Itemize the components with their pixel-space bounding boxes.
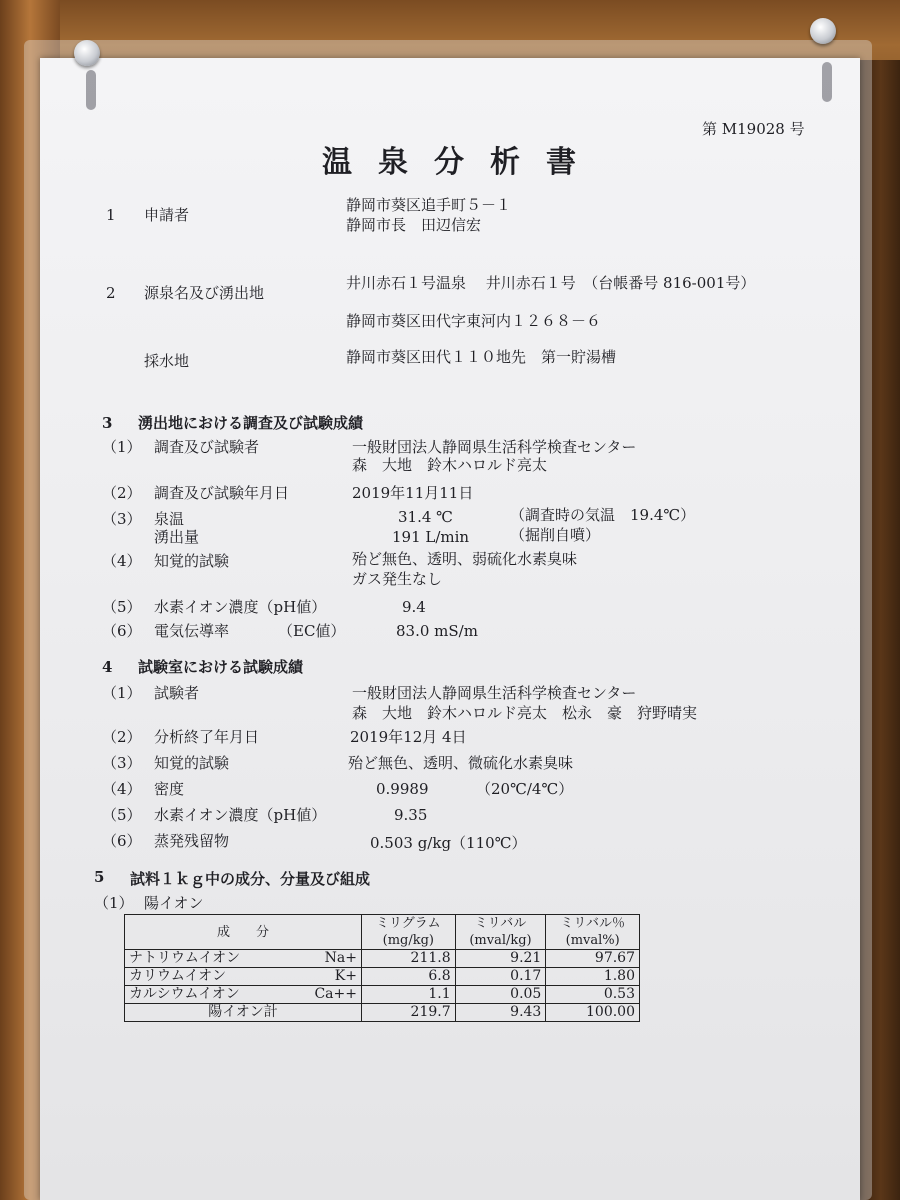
ion-name: ナトリウムイオン	[129, 950, 241, 966]
header-millival	[455, 915, 546, 950]
s3-item-5-label: 水素イオン濃度（pH値）	[154, 598, 327, 616]
section-5-heading: 試料１ｋｇ中の成分、分量及び組成	[130, 870, 371, 888]
s4-item-4-label: 密度	[154, 780, 185, 798]
s3-item-6-value: 83.0 mS/m	[396, 622, 478, 640]
s4-item-1-label: 試験者	[154, 684, 200, 702]
s4-item-1-value: 一般財団法人静岡県生活科学検査センター	[352, 684, 637, 702]
s4-item-6-value: 0.503 g/kg（110℃）	[370, 834, 527, 852]
table-row	[125, 950, 640, 968]
s3-item-3-label2: 湧出量	[154, 528, 200, 546]
s3-item-5-number: （5）	[102, 598, 142, 616]
document-number: 第 M19028 号	[702, 120, 805, 138]
s3-item-2-value: 2019年11月11日	[352, 484, 474, 502]
section-4-number: 4	[102, 658, 113, 676]
cation-subsection-number: （1）	[94, 894, 134, 912]
s4-item-1-value2: 森 大地 鈴木ハロルド亮太 松永 豪 狩野晴実	[352, 704, 698, 722]
ion-symbol: K+	[334, 968, 357, 984]
s3-item-3-value: 31.4 ℃	[398, 508, 453, 526]
s3-item-3-note2: （掘削自噴）	[510, 526, 601, 544]
header-component: 成 分	[125, 915, 362, 950]
ion-mg: 1.1	[362, 986, 456, 1004]
document-title: 温泉分析書	[322, 145, 602, 180]
ion-mg: 6.8	[362, 968, 456, 986]
section-1-number: 1	[106, 206, 116, 224]
s3-item-1-value: 一般財団法人静岡県生活科学検査センター	[352, 438, 637, 456]
total-mg: 219.7	[362, 1004, 456, 1022]
s3-item-4-label: 知覚的試験	[154, 552, 230, 570]
header-millival-unit: (mval/kg)	[469, 933, 532, 948]
s3-item-6-label: 電気伝導率	[154, 622, 230, 640]
section-4-heading: 試験室における試験成績	[138, 658, 304, 676]
s4-item-6-label: 蒸発残留物	[154, 832, 230, 850]
s3-item-3-number: （3）	[102, 510, 142, 528]
section-3-number: 3	[102, 414, 113, 432]
source-address: 静岡市葵区田代字東河内１２６８－６	[346, 312, 602, 330]
ion-mval: 0.05	[455, 986, 546, 1004]
s4-item-4-note: （20℃/4℃）	[476, 780, 574, 798]
ion-symbol: Na+	[324, 950, 357, 966]
s3-item-2-number: （2）	[102, 484, 142, 502]
ion-mval: 9.21	[455, 950, 546, 968]
applicant-name: 静岡市長 田辺信宏	[346, 216, 482, 234]
s4-item-6-number: （6）	[102, 832, 142, 850]
s4-item-5-value: 9.35	[394, 806, 428, 824]
intake-location: 静岡市葵区田代１１０地先 第一貯湯槽	[346, 348, 617, 366]
s3-item-3-note: （調査時の気温 19.4℃）	[510, 506, 696, 524]
ion-name: カルシウムイオン	[129, 986, 240, 1002]
source-label: 源泉名及び湧出地	[144, 284, 265, 302]
s4-item-2-value: 2019年12月 4日	[350, 728, 467, 746]
s3-item-3-label: 泉温	[154, 510, 185, 528]
s3-item-4-value2: ガス発生なし	[352, 570, 443, 588]
cation-table	[124, 914, 640, 1022]
ion-pct: 1.80	[546, 968, 640, 986]
s3-item-1-label: 調査及び試験者	[154, 438, 260, 456]
thumbtack-left-icon	[74, 40, 100, 66]
s4-item-3-value: 殆ど無色、透明、微硫化水素臭味	[348, 754, 574, 772]
s4-item-5-number: （5）	[102, 806, 142, 824]
intake-label: 採水地	[144, 352, 190, 370]
ion-name-cell	[125, 968, 362, 986]
total-pct: 100.00	[546, 1004, 640, 1022]
s3-item-3-value2: 191 L/min	[392, 528, 470, 546]
s3-item-5-value: 9.4	[402, 598, 426, 616]
analysis-document	[40, 58, 860, 1200]
s4-item-4-number: （4）	[102, 780, 142, 798]
s4-item-2-number: （2）	[102, 728, 142, 746]
thumbtack-right-icon	[810, 18, 836, 44]
s3-item-1-number: （1）	[102, 438, 142, 456]
table-row	[125, 968, 640, 986]
table-total-row	[125, 1004, 640, 1022]
header-millival-label: ミリバル	[474, 916, 527, 931]
header-milligram	[362, 915, 456, 950]
s3-item-4-value: 殆ど無色、透明、弱硫化水素臭味	[352, 550, 578, 568]
applicant-address: 静岡市葵区追手町５－１	[346, 196, 512, 214]
s4-item-1-number: （1）	[102, 684, 142, 702]
ion-mval: 0.17	[455, 968, 546, 986]
s3-item-1-value2: 森 大地 鈴木ハロルド亮太	[352, 456, 548, 474]
cation-subsection-label: 陽イオン	[144, 894, 204, 912]
s4-item-3-label: 知覚的試験	[154, 754, 230, 772]
s3-item-4-number: （4）	[102, 552, 142, 570]
section-5-number: 5	[94, 868, 105, 886]
ion-symbol: Ca++	[314, 986, 357, 1002]
ion-name: カリウムイオン	[129, 968, 227, 984]
section-3-heading: 湧出地における調査及び試験成績	[138, 414, 364, 432]
pin-shadow-right	[822, 62, 832, 102]
s4-item-4-value: 0.9989	[376, 780, 429, 798]
total-mval: 9.43	[455, 1004, 546, 1022]
s4-item-5-label: 水素イオン濃度（pH値）	[154, 806, 327, 824]
section-2-number: 2	[106, 284, 116, 302]
total-label: 陽イオン計	[125, 1004, 362, 1022]
header-milligram-unit: (mg/kg)	[382, 933, 434, 948]
ion-mg: 211.8	[362, 950, 456, 968]
header-millival-percent	[546, 915, 640, 950]
ion-pct: 0.53	[546, 986, 640, 1004]
s3-item-6-sublabel: （EC値）	[278, 622, 346, 640]
ion-name-cell	[125, 986, 362, 1004]
applicant-label: 申請者	[144, 206, 190, 224]
header-millival-percent-unit: (mval%)	[565, 933, 620, 948]
s4-item-3-number: （3）	[102, 754, 142, 772]
s3-item-2-label: 調査及び試験年月日	[154, 484, 290, 502]
s4-item-2-label: 分析終了年月日	[154, 728, 260, 746]
ion-pct: 97.67	[546, 950, 640, 968]
s3-item-6-number: （6）	[102, 622, 142, 640]
table-header-row	[125, 915, 640, 950]
pin-shadow-left	[86, 70, 96, 110]
ion-name-cell	[125, 950, 362, 968]
header-millival-percent-label: ミリバル％	[560, 916, 625, 931]
table-row	[125, 986, 640, 1004]
source-name: 井川赤石１号温泉 井川赤石１号 （台帳番号 816-001号）	[346, 274, 756, 292]
header-milligram-label: ミリグラム	[376, 916, 441, 931]
